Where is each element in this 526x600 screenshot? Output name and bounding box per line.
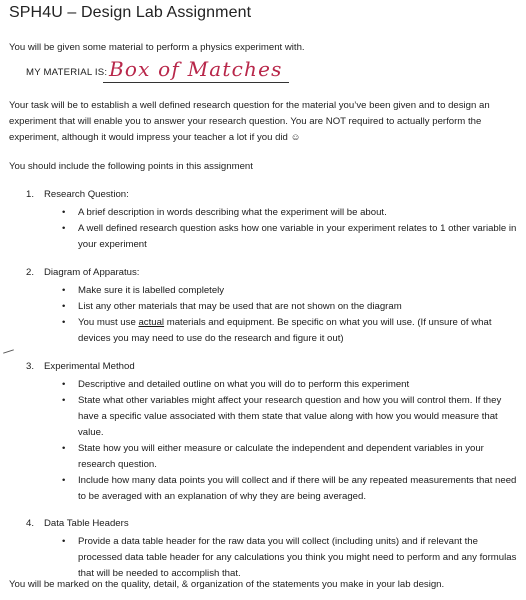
section-number: 1. [26, 189, 35, 200]
section-2-heading [26, 267, 139, 278]
bullet-item: • List any other materials that may be used that are not shown on the diagram [78, 299, 518, 315]
closing-statement: You will be marked on the quality, detail, & organization of the statements you make in your lab design. [9, 579, 445, 590]
bullet-item [78, 315, 518, 347]
section-title: Research Question: [44, 189, 129, 200]
material-label: MY MATERIAL IS: [26, 67, 108, 78]
bullet-item: • State what other variables might affect your research question and how you will control them. If they have a specific value associated with them state that value along with how you would measure that value. [78, 393, 518, 441]
section-title: Data Table Headers [44, 518, 129, 529]
bullet-item: • A well defined research question asks how one variable in your experiment relates to 1 other variable in your experiment [78, 221, 518, 253]
include-instruction: You should include the following points in this assignment [9, 161, 253, 172]
bullet-item: • A brief description in words describing what the experiment will be about. [78, 205, 518, 221]
bullet-item: • Provide a data table header for the raw data you will collect (including units) and if relevant the processed data table header for any calculations you think you might need to perform and any formulas that will be needed to accomplish that. [78, 534, 518, 582]
margin-tick-mark [3, 349, 14, 353]
document-title: SPH4U – Design Lab Assignment [9, 4, 252, 21]
section-3-heading [26, 361, 135, 372]
underlined-word: actual [138, 317, 165, 328]
bullet-item: • State how you will either measure or calculate the independent and dependent variables in your research question. [78, 441, 518, 473]
section-number: 3. [26, 361, 35, 372]
task-paragraph: Your task will be to establish a well defined research question for the material you’ve been given and to design an experiment that will enable you to answer your research question. You are NOT required to actually perform the experiment, although it would impress your teacher a lot if you did ☺ [9, 100, 490, 143]
bullet-item: • Make sure it is labelled completely [78, 283, 518, 299]
section-number: 4. [26, 518, 35, 529]
section-title: Experimental Method [44, 361, 135, 372]
material-handwritten-value: Box of Matches [103, 57, 289, 83]
bullet-text-part: materials and equipment. Be specific on what you will use. (If unsure of what devices you may need to use do the research and figure it out) [78, 317, 492, 344]
bullet-item: • Include how many data points you will collect and if there will be any repeated measurements that need to be averaged with an explanation of why they are being averaged. [78, 473, 518, 505]
intro-text: You will be given some material to perform a physics experiment with. [9, 42, 305, 53]
section-4-heading [26, 518, 129, 529]
section-1-heading [26, 189, 129, 200]
section-title: Diagram of Apparatus: [44, 267, 140, 278]
bullet-item: • Descriptive and detailed outline on what you will do to perform this experiment [78, 377, 518, 393]
bullet-text-part: You must use [78, 317, 139, 328]
section-number: 2. [26, 267, 35, 278]
